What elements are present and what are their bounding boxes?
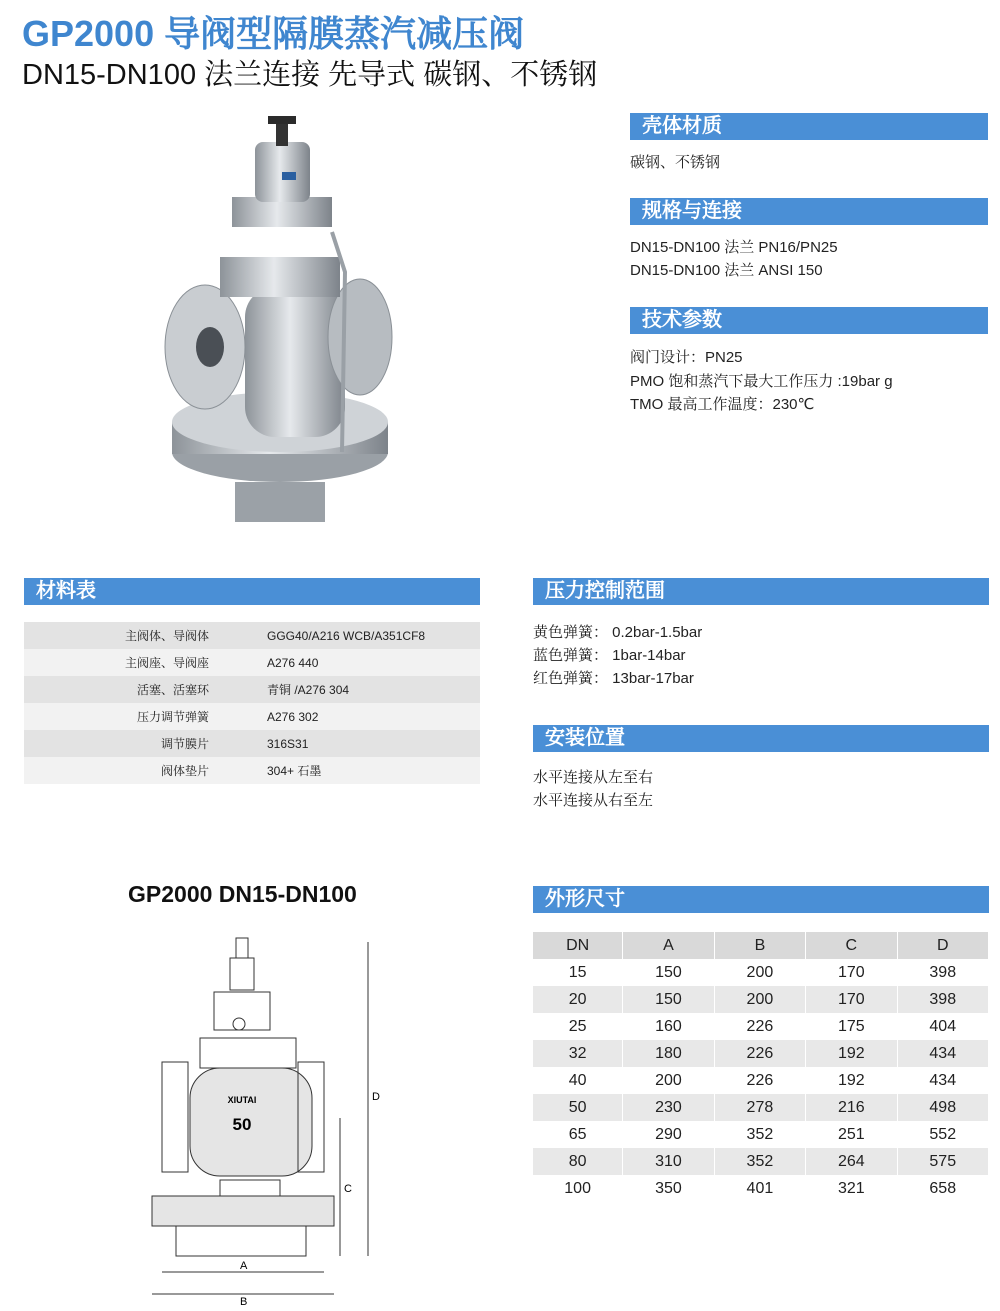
- table-row: [24, 703, 480, 730]
- table-header-row: [533, 932, 989, 959]
- table-cell: 175: [806, 1013, 897, 1040]
- table-row: [533, 1121, 989, 1148]
- shell-material-line: 碳钢、不锈钢: [630, 154, 721, 171]
- part-material: A276 440: [239, 649, 480, 676]
- spec-line: DN15-DN100 法兰 ANSI 150: [630, 262, 823, 279]
- part-material: A276 302: [239, 703, 480, 730]
- section-title: 材料表: [36, 580, 96, 602]
- dim-label-d: D: [372, 1091, 380, 1103]
- table-row: [533, 1013, 989, 1040]
- page-subtitle: DN15-DN100 法兰连接 先导式 碳钢、不锈钢: [22, 59, 598, 91]
- table-cell: 170: [806, 959, 897, 986]
- section-bar-material-table: [24, 578, 480, 605]
- drawing-title: GP2000 DN15-DN100: [128, 881, 357, 907]
- table-cell: 404: [897, 1013, 988, 1040]
- table-cell: 401: [714, 1175, 805, 1202]
- install-line: 水平连接从右至左: [533, 792, 654, 809]
- pressure-line: 红色弹簧： 13bar-17bar: [533, 670, 694, 687]
- section-title: 规格与连接: [642, 200, 742, 222]
- table-row: [533, 1175, 989, 1202]
- table-row: [533, 1067, 989, 1094]
- table-cell: 226: [714, 1013, 805, 1040]
- table-row: [533, 986, 989, 1013]
- part-name: 压力调节弹簧: [24, 703, 239, 730]
- table-cell: 150: [623, 986, 714, 1013]
- table-cell: 290: [623, 1121, 714, 1148]
- table-cell: 230: [623, 1094, 714, 1121]
- part-name: 活塞、活塞环: [24, 676, 239, 703]
- material-table: [24, 622, 480, 784]
- dim-label-a: A: [240, 1260, 248, 1272]
- section-bar-pressure-range: [533, 578, 989, 605]
- section-bar-install: [533, 725, 989, 752]
- section-bar-tech-params: [630, 307, 988, 334]
- column-header: A: [623, 932, 714, 959]
- table-cell: 498: [897, 1094, 988, 1121]
- table-cell: 180: [623, 1040, 714, 1067]
- part-material: GGG40/A216 WCB/A351CF8: [239, 622, 480, 649]
- table-cell: 352: [714, 1121, 805, 1148]
- section-bar-dimensions: [533, 886, 989, 913]
- section-title: 安装位置: [545, 727, 625, 749]
- valve-photo: [160, 112, 420, 532]
- part-name: 主阀座、导阀座: [24, 649, 239, 676]
- page-title: GP2000 导阀型隔膜蒸汽减压阀: [22, 13, 525, 54]
- drawing-size-mark: 50: [232, 1115, 252, 1134]
- section-title: 技术参数: [642, 309, 722, 331]
- table-cell: 192: [806, 1040, 897, 1067]
- tech-param-line: TMO 最高工作温度：230℃: [630, 396, 815, 413]
- tech-param-line: 阀门设计：PN25: [630, 349, 743, 366]
- table-cell: 32: [533, 1040, 623, 1067]
- part-material: 304+ 石墨: [239, 757, 480, 784]
- table-cell: 350: [623, 1175, 714, 1202]
- table-row: [533, 1094, 989, 1121]
- section-bar-spec-connection: [630, 198, 988, 225]
- table-cell: 170: [806, 986, 897, 1013]
- table-cell: 65: [533, 1121, 623, 1148]
- table-cell: 200: [714, 959, 805, 986]
- table-row: [24, 649, 480, 676]
- table-row: [533, 1148, 989, 1175]
- table-row: [533, 1040, 989, 1067]
- table-cell: 200: [623, 1067, 714, 1094]
- dim-label-c: C: [344, 1183, 352, 1195]
- column-header: DN: [533, 932, 623, 959]
- part-name: 主阀体、导阀体: [24, 622, 239, 649]
- section-bar-shell-material: [630, 113, 988, 140]
- part-material: 青铜 /A276 304: [239, 676, 480, 703]
- table-cell: 226: [714, 1040, 805, 1067]
- table-cell: 434: [897, 1067, 988, 1094]
- table-cell: 321: [806, 1175, 897, 1202]
- table-cell: 50: [533, 1094, 623, 1121]
- pressure-line: 蓝色弹簧： 1bar-14bar: [533, 647, 686, 664]
- table-cell: 434: [897, 1040, 988, 1067]
- section-title: 压力控制范围: [545, 580, 665, 602]
- table-cell: 25: [533, 1013, 623, 1040]
- section-title: 壳体材质: [642, 115, 722, 137]
- table-cell: 226: [714, 1067, 805, 1094]
- table-row: [24, 757, 480, 784]
- part-name: 调节膜片: [24, 730, 239, 757]
- table-cell: 20: [533, 986, 623, 1013]
- table-cell: 552: [897, 1121, 988, 1148]
- table-cell: 352: [714, 1148, 805, 1175]
- table-row: [533, 959, 989, 986]
- table-row: [24, 622, 480, 649]
- dimensions-table: [533, 932, 989, 1202]
- table-cell: 160: [623, 1013, 714, 1040]
- section-title: 外形尺寸: [545, 888, 625, 910]
- table-cell: 15: [533, 959, 623, 986]
- table-row: [24, 676, 480, 703]
- install-line: 水平连接从左至右: [533, 769, 654, 786]
- table-cell: 251: [806, 1121, 897, 1148]
- table-cell: 398: [897, 986, 988, 1013]
- table-cell: 192: [806, 1067, 897, 1094]
- drawing-brand: XIUTAI: [227, 1095, 257, 1105]
- table-cell: 310: [623, 1148, 714, 1175]
- table-cell: 200: [714, 986, 805, 1013]
- dim-label-b: B: [240, 1296, 248, 1306]
- table-cell: 575: [897, 1148, 988, 1175]
- pressure-line: 黄色弹簧： 0.2bar-1.5bar: [533, 624, 703, 641]
- table-cell: 398: [897, 959, 988, 986]
- dimension-drawing: [140, 930, 390, 1306]
- column-header: C: [806, 932, 897, 959]
- column-header: D: [897, 932, 988, 959]
- table-cell: 658: [897, 1175, 988, 1202]
- table-cell: 278: [714, 1094, 805, 1121]
- table-cell: 40: [533, 1067, 623, 1094]
- table-cell: 216: [806, 1094, 897, 1121]
- table-cell: 264: [806, 1148, 897, 1175]
- table-cell: 100: [533, 1175, 623, 1202]
- table-cell: 150: [623, 959, 714, 986]
- tech-param-line: PMO 饱和蒸汽下最大工作压力 :19bar g: [630, 373, 893, 390]
- table-cell: 80: [533, 1148, 623, 1175]
- part-material: 316S31: [239, 730, 480, 757]
- part-name: 阀体垫片: [24, 757, 239, 784]
- spec-line: DN15-DN100 法兰 PN16/PN25: [630, 239, 838, 256]
- column-header: B: [714, 932, 805, 959]
- table-row: [24, 730, 480, 757]
